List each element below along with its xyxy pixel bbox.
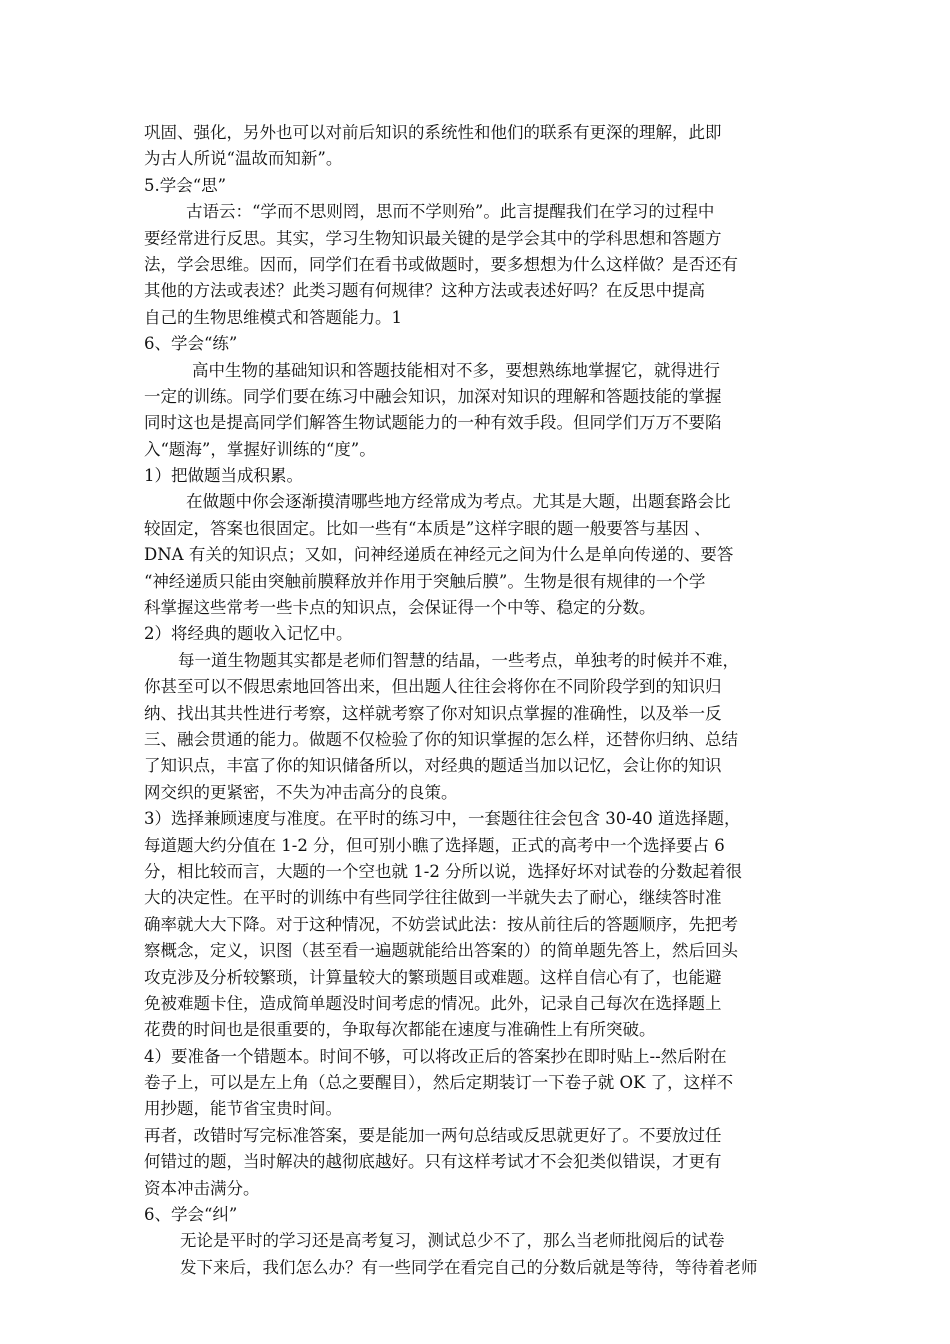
text-line: 自己的生物思维模式和答题能力。1 xyxy=(144,307,402,327)
text-line: 分，相比较而言，大题的一个空也就 1-2 分所以说，选择好坏对试卷的分数起着很 xyxy=(144,861,743,881)
text-line: 一定的训练。同学们要在练习中融会知识，加深对知识的理解和答题技能的掌握 xyxy=(144,386,722,406)
text-line: 古语云：“学而不思则罔，思而不学则殆”。此言提醒我们在学习的过程中 xyxy=(186,202,715,222)
text-line: 2）将经典的题收入记忆中。 xyxy=(144,624,353,644)
text-line: 每道题大约分值在 1-2 分，但可别小瞧了选择题，正式的高考中一个选择要占 6 xyxy=(144,835,725,855)
text-line: 1）把做题当成积累。 xyxy=(144,466,303,486)
text-line: DNA 有关的知识点；又如，问神经递质在神经元之间为什么是单向传递的、要答 xyxy=(144,545,734,565)
text-line: “神经递质只能由突触前膜释放并作用于突触后膜”。生物是很有规律的一个学 xyxy=(144,571,706,591)
text-line: 要经常进行反思。其实，学习生物知识最关键的是学会其中的学科思想和答题方 xyxy=(144,228,722,248)
text-line: 法，学会思维。因而，同学们在看书或做题时，要多想想为什么这样做？是否还有 xyxy=(144,254,738,274)
text-line: 6、学会“练” xyxy=(144,334,238,354)
text-line: 为古人所说“温故而知新”。 xyxy=(144,149,343,169)
text-line: 网交织的更紧密，不失为冲击高分的良策。 xyxy=(144,782,458,802)
text-line: 察概念，定义，识图（甚至看一遍题就能给出答案的）的简单题先答上，然后回头 xyxy=(144,941,738,961)
text-line: 你甚至可以不假思索地回答出来，但出题人往往会将你在不同阶段学到的知识归 xyxy=(144,677,722,697)
text-line: 了知识点，丰富了你的知识储备所以，对经典的题适当加以记忆，会让你的知识 xyxy=(144,756,722,776)
text-line: 发下来后，我们怎么办？有一些同学在看完自己的分数后就是等待，等待着老师 xyxy=(180,1257,758,1277)
text-line: 科掌握这些常考一些卡点的知识点，会保证得一个中等、稳定的分数。 xyxy=(144,598,656,618)
text-line: 免被难题卡住，造成简单题没时间考虑的情况。此外，记录自己每次在选择题上 xyxy=(144,993,722,1013)
text-line: 5.学会“思” xyxy=(144,175,227,195)
text-line: 三、融会贯通的能力。做题不仅检验了你的知识掌握的怎么样，还替你归纳、总结 xyxy=(144,729,738,749)
text-line: 再者，改错时写完标准答案，要是能加一两句总结或反思就更好了。不要放过任 xyxy=(144,1125,722,1145)
text-line: 较固定，答案也很固定。比如一些有“本质是”这样字眼的题一般要答与基因 、 xyxy=(144,518,711,538)
text-line: 大的决定性。在平时的训练中有些同学往往做到一半就失去了耐心，继续答时准 xyxy=(144,888,722,908)
text-line: 确率就大大下降。对于这种情况，不妨尝试此法：按从前往后的答题顺序，先把考 xyxy=(144,914,738,934)
text-line: 入“题海”，掌握好训练的“度”。 xyxy=(144,439,376,459)
text-line: 卷子上，可以是左上角（总之要醒目），然后定期装订一下卷子就 OK 了，这样不 xyxy=(144,1073,734,1093)
document-page xyxy=(144,120,806,1281)
text-line: 6、学会“纠” xyxy=(144,1205,238,1225)
text-line: 高中生物的基础知识和答题技能相对不多，要想熟练地掌握它，就得进行 xyxy=(192,360,720,380)
text-line: 无论是平时的学习还是高考复习，测试总少不了，那么当老师批阅后的试卷 xyxy=(180,1231,725,1251)
text-line: 4）要准备一个错题本。时间不够，可以将改正后的答案抄在即时贴上--然后附在 xyxy=(144,1046,727,1066)
text-line: 攻克涉及分析较繁琐，计算量较大的繁琐题目或难题。这样自信心有了，也能避 xyxy=(144,967,722,987)
text-line: 3）选择兼顾速度与准度。在平时的练习中，一套题往往会包含 30-40 道选择题， xyxy=(144,809,741,829)
text-line: 其他的方法或表述？此类习题有何规律？这种方法或表述好吗？在反思中提高 xyxy=(144,281,705,301)
text-line: 同时这也是提高同学们解答生物试题能力的一种有效手段。但同学们万万不要陷 xyxy=(144,413,722,433)
text-line: 每一道生物题其实都是老师们智慧的结晶，一些考点，单独考的时候并不难， xyxy=(178,650,739,670)
text-line: 用抄题，能节省宝贵时间。 xyxy=(144,1099,342,1119)
text-line: 花费的时间也是很重要的，争取每次都能在速度与准确性上有所突破。 xyxy=(144,1020,656,1040)
text-line: 何错过的题，当时解决的越彻底越好。只有这样考试才不会犯类似错误，才更有 xyxy=(144,1152,722,1172)
text-line: 纳、找出其共性进行考察，这样就考察了你对知识点掌握的准确性，以及举一反 xyxy=(144,703,722,723)
text-line: 在做题中你会逐渐摸清哪些地方经常成为考点。尤其是大题，出题套路会比 xyxy=(186,492,731,512)
text-line: 资本冲击满分。 xyxy=(144,1178,260,1198)
text-line: 巩固、强化，另外也可以对前后知识的系统性和他们的联系有更深的理解，此即 xyxy=(144,123,722,142)
